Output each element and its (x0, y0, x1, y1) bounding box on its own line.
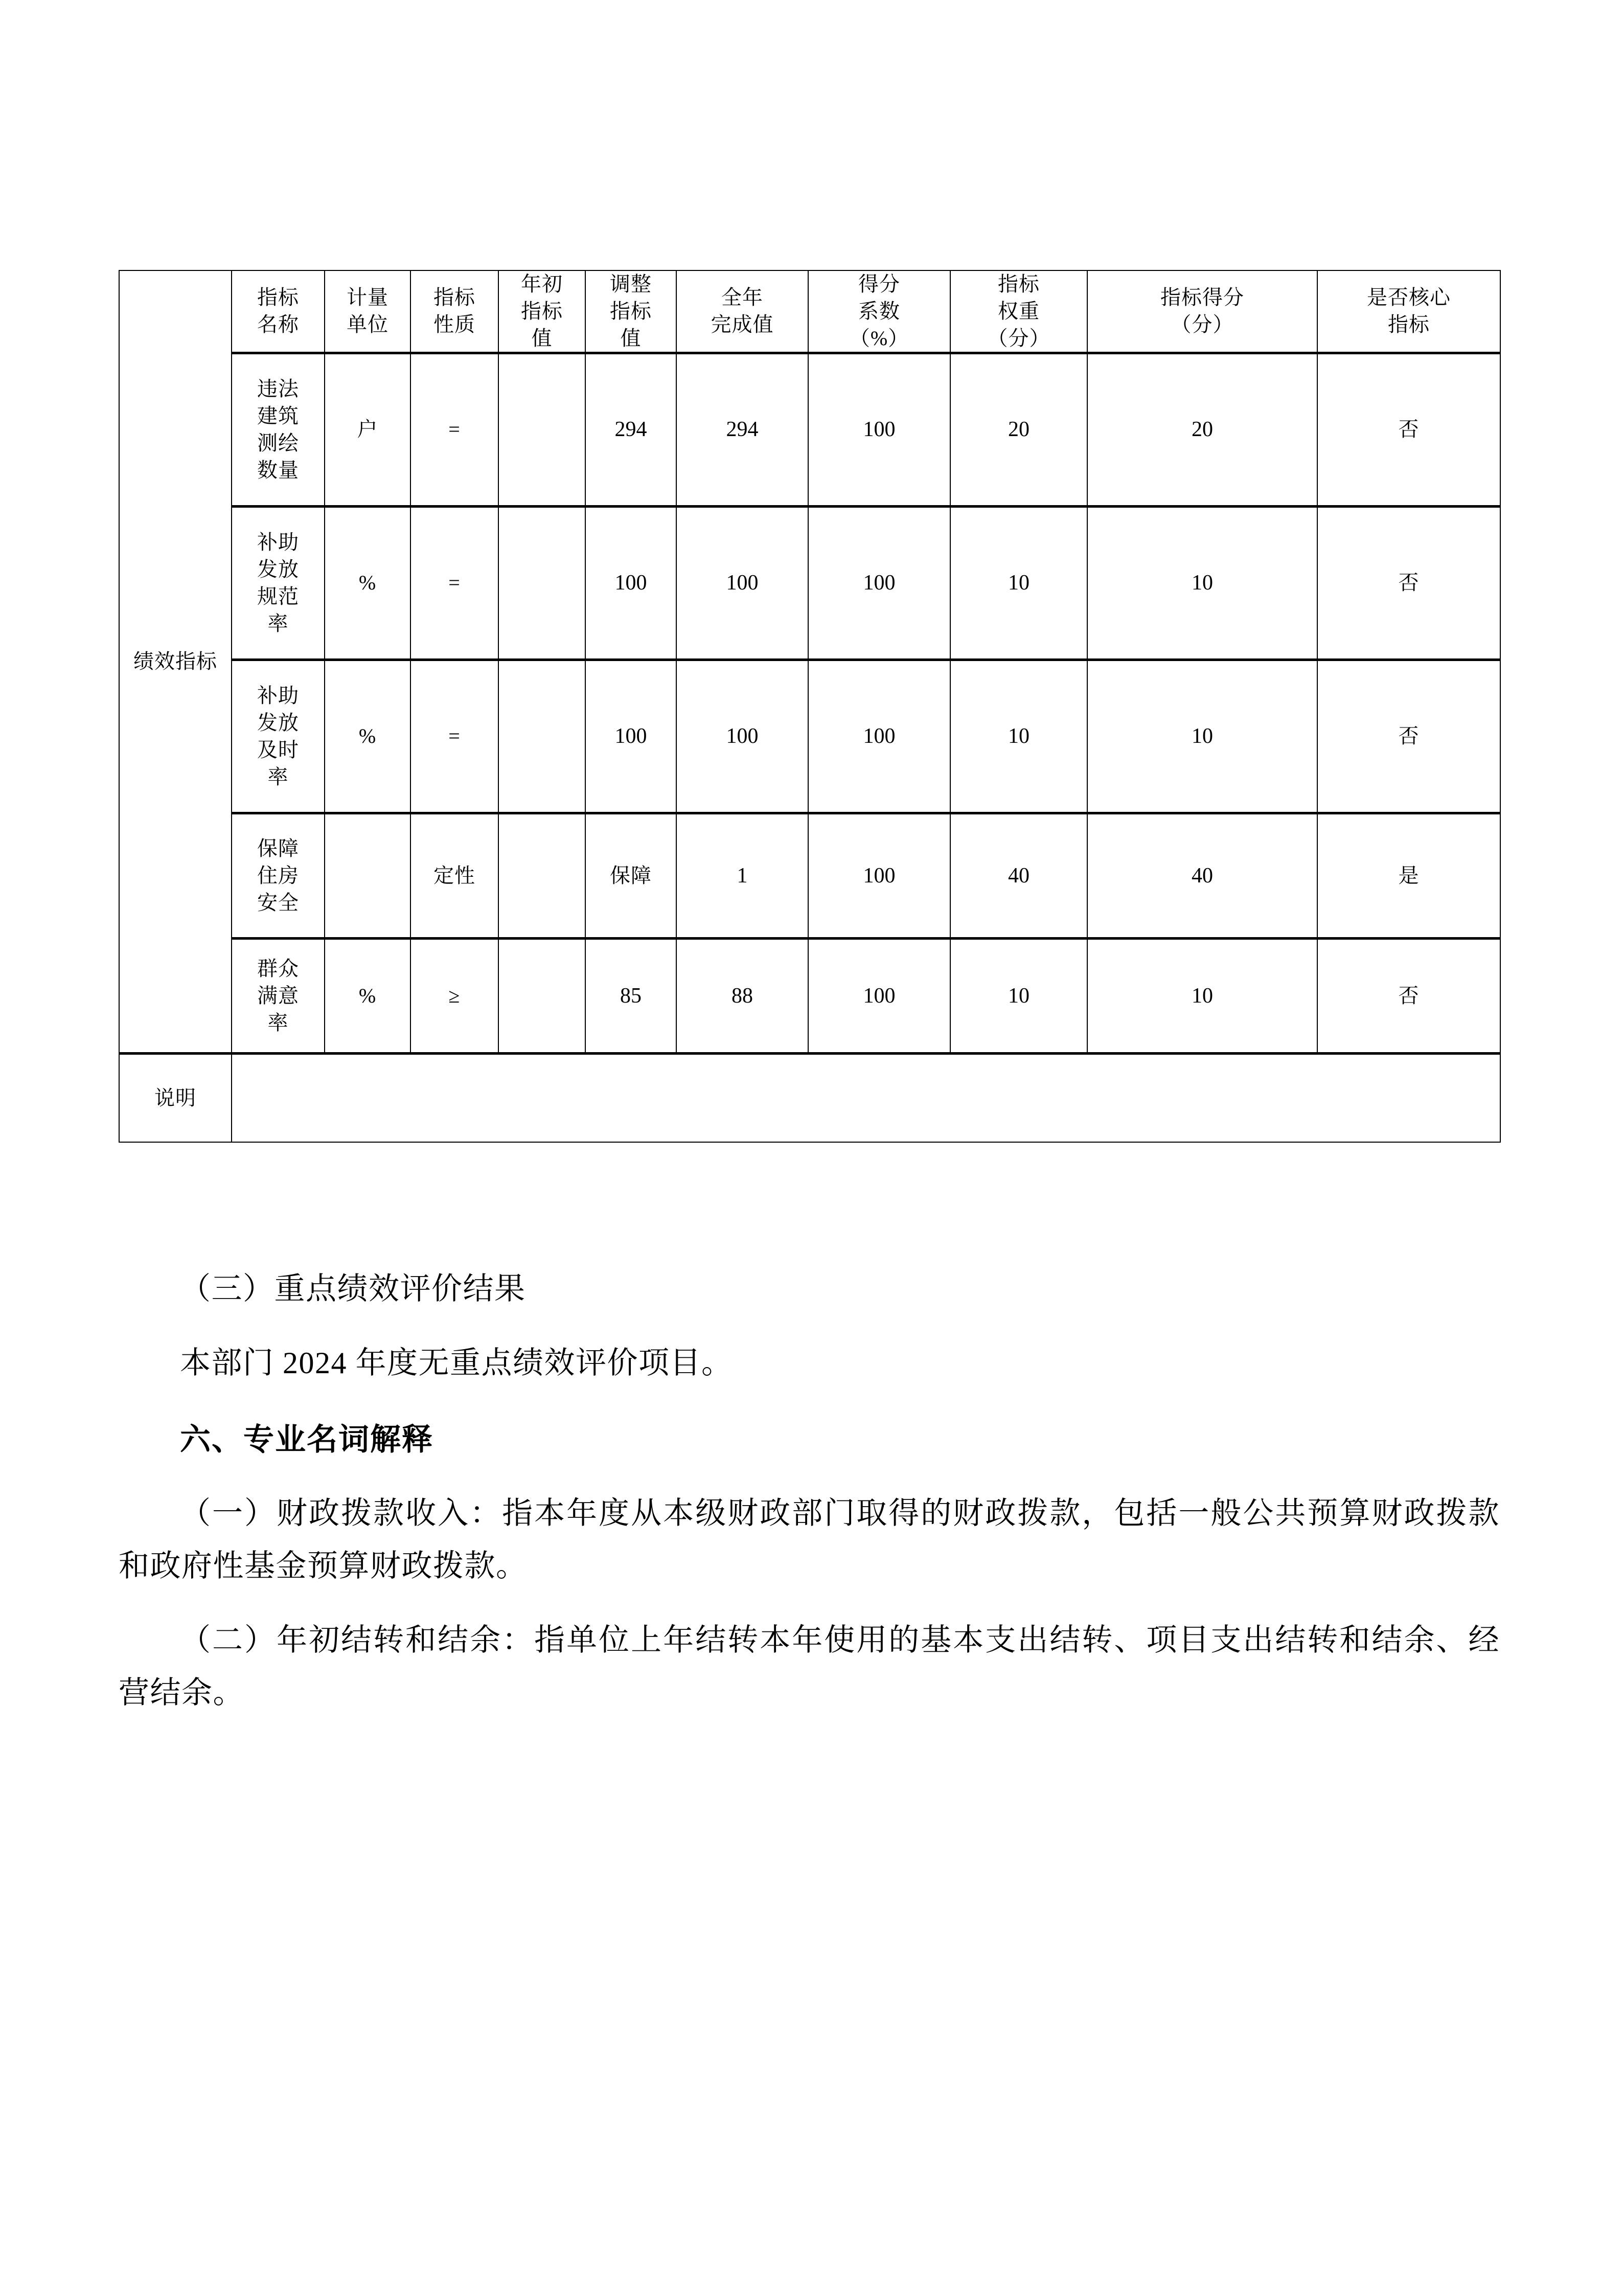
header-indicator-weight-text: 指标 权重 （分） (987, 272, 1050, 350)
indicator-weight-text: 20 (1008, 418, 1030, 442)
cell-nature (410, 939, 498, 1054)
annual-actual-text: 100 (726, 724, 759, 748)
indicator-weight-text: 10 (1008, 571, 1030, 595)
cell-indicator-score (1087, 939, 1317, 1054)
header-annual-actual (676, 270, 808, 353)
cell-indicator-score (1087, 813, 1317, 939)
score-coefficient-text: 100 (863, 984, 896, 1008)
cell-annual-actual (676, 353, 808, 507)
cell-nature (410, 507, 498, 660)
cell-indicator-weight (950, 507, 1087, 660)
score-coefficient-text: 100 (863, 571, 896, 595)
header-adjusted-value (585, 270, 676, 353)
cell-is-core (1317, 939, 1500, 1054)
nature-text: = (448, 571, 461, 595)
cell-adjusted-value (585, 507, 676, 660)
cell-nature (410, 813, 498, 939)
cell-unit (325, 507, 410, 660)
cell-nature (410, 353, 498, 507)
cell-initial-value (498, 660, 585, 813)
cell-indicator-weight (950, 813, 1087, 939)
unit-text: % (358, 724, 377, 748)
table-note-row (119, 1054, 1500, 1143)
cell-indicator-weight (950, 353, 1087, 507)
cell-annual-actual (676, 939, 808, 1054)
cell-score-coefficient (808, 939, 950, 1054)
header-initial-value (498, 270, 585, 353)
cell-unit (325, 939, 410, 1054)
cell-indicator-name (232, 660, 325, 813)
score-coefficient-text: 100 (863, 418, 896, 442)
cell-adjusted-value (585, 660, 676, 813)
cell-annual-actual (676, 660, 808, 813)
section-3-title: （三）重点绩效评价结果 (180, 1272, 526, 1306)
indicator-name-text: 保障 住房 安全 (257, 837, 299, 914)
performance-indicator-table (119, 270, 1501, 1143)
indicator-name-text: 违法 建筑 测绘 数量 (257, 377, 299, 482)
nature-text: 定性 (433, 863, 475, 887)
cell-annual-actual (676, 813, 808, 939)
cell-is-core (1317, 660, 1500, 813)
cell-initial-value (498, 939, 585, 1054)
cell-indicator-name (232, 507, 325, 660)
cell-initial-value (498, 353, 585, 507)
header-indicator-score (1087, 270, 1317, 353)
cell-annual-actual (676, 507, 808, 660)
nature-text: = (448, 418, 461, 441)
cell-indicator-weight (950, 939, 1087, 1054)
annual-actual-text: 1 (737, 863, 748, 888)
indicator-weight-text: 40 (1008, 863, 1030, 888)
header-nature-text: 指标 性质 (433, 286, 475, 336)
header-score-coefficient (808, 270, 950, 353)
note-label-text: 说明 (154, 1086, 196, 1109)
cell-is-core (1317, 353, 1500, 507)
cell-adjusted-value (585, 353, 676, 507)
cell-unit (325, 353, 410, 507)
table-row (119, 813, 1500, 939)
header-nature (410, 270, 498, 353)
term-definition-2: （二）年初结转和结余：指单位上年结转本年使用的基本支出结转、项目支出结转和结余、经营结余。 (119, 1623, 1500, 1710)
header-initial-value-text: 年初 指标 值 (521, 272, 563, 350)
cell-unit (325, 660, 410, 813)
is-core-text: 否 (1398, 724, 1420, 748)
indicator-score-text: 10 (1192, 571, 1213, 595)
unit-text: 户 (357, 418, 378, 441)
header-group-cell (119, 270, 232, 1054)
is-core-text: 否 (1398, 571, 1420, 595)
nature-text: = (448, 724, 461, 748)
nature-text: ≥ (448, 984, 461, 1007)
indicator-weight-text: 10 (1008, 984, 1030, 1008)
indicator-score-text: 40 (1192, 863, 1213, 888)
table-header-row (119, 270, 1500, 353)
cell-indicator-name (232, 353, 325, 507)
indicator-score-text: 20 (1192, 418, 1213, 442)
note-label-cell (119, 1054, 232, 1143)
adjusted-value-text: 100 (614, 571, 647, 595)
header-unit (325, 270, 410, 353)
adjusted-value-text: 294 (614, 418, 647, 442)
header-is-core (1317, 270, 1500, 353)
is-core-text: 否 (1398, 984, 1420, 1007)
cell-adjusted-value (585, 939, 676, 1054)
adjusted-value-text: 保障 (610, 863, 652, 887)
cell-is-core (1317, 813, 1500, 939)
unit-text: % (358, 984, 377, 1007)
table-row (119, 939, 1500, 1054)
annual-actual-text: 294 (726, 418, 759, 442)
score-coefficient-text: 100 (863, 724, 896, 748)
header-score-coefficient-text: 得分 系数 （%） (849, 272, 909, 350)
cell-indicator-weight (950, 660, 1087, 813)
unit-text: % (358, 571, 377, 595)
is-core-text: 是 (1398, 863, 1420, 887)
cell-score-coefficient (808, 813, 950, 939)
annual-actual-text: 88 (731, 984, 753, 1008)
adjusted-value-text: 100 (614, 724, 647, 748)
cell-nature (410, 660, 498, 813)
cell-initial-value (498, 507, 585, 660)
cell-indicator-name (232, 813, 325, 939)
header-adjusted-value-text: 调整 指标 值 (610, 272, 652, 350)
cell-indicator-score (1087, 353, 1317, 507)
cell-score-coefficient (808, 660, 950, 813)
score-coefficient-text: 100 (863, 863, 896, 888)
cell-indicator-score (1087, 507, 1317, 660)
indicator-weight-text: 10 (1008, 724, 1030, 748)
cell-indicator-name (232, 939, 325, 1054)
cell-adjusted-value (585, 813, 676, 939)
indicator-score-text: 10 (1192, 724, 1213, 748)
section-3-paragraph: 本部门 2024 年度无重点绩效评价项目。 (180, 1346, 733, 1380)
document-body-text (119, 1263, 1500, 1719)
indicator-score-text: 10 (1192, 984, 1213, 1008)
indicator-name-text: 补助 发放 规范 率 (257, 531, 299, 635)
cell-score-coefficient (808, 353, 950, 507)
adjusted-value-text: 85 (620, 984, 642, 1008)
header-indicator-name (232, 270, 325, 353)
header-indicator-score-text: 指标得分 （分） (1160, 286, 1244, 336)
cell-indicator-score (1087, 660, 1317, 813)
group-label: 绩效指标 (133, 649, 217, 673)
table-row (119, 507, 1500, 660)
section-6-heading: 六、专业名词解释 (180, 1422, 433, 1457)
header-indicator-weight (950, 270, 1087, 353)
annual-actual-text: 100 (726, 571, 759, 595)
term-definition-1: （一）财政拨款收入：指本年度从本级财政部门取得的财政拨款，包括一般公共预算财政拨款和政府性基金预算财政拨款。 (119, 1496, 1500, 1583)
cell-score-coefficient (808, 507, 950, 660)
indicator-name-text: 群众 满意 率 (257, 957, 299, 1034)
indicator-name-text: 补助 发放 及时 率 (257, 684, 299, 788)
table-row (119, 660, 1500, 813)
cell-initial-value (498, 813, 585, 939)
cell-is-core (1317, 507, 1500, 660)
header-annual-actual-text: 全年 完成值 (711, 286, 774, 336)
cell-unit (325, 813, 410, 939)
header-unit-text: 计量 单位 (347, 286, 388, 336)
header-is-core-text: 是否核心 指标 (1367, 286, 1451, 336)
performance-indicator-table-container (119, 270, 1500, 1143)
header-indicator-name-text: 指标 名称 (257, 286, 299, 336)
note-body-cell (232, 1054, 1500, 1143)
table-row (119, 353, 1500, 507)
is-core-text: 否 (1398, 418, 1420, 441)
